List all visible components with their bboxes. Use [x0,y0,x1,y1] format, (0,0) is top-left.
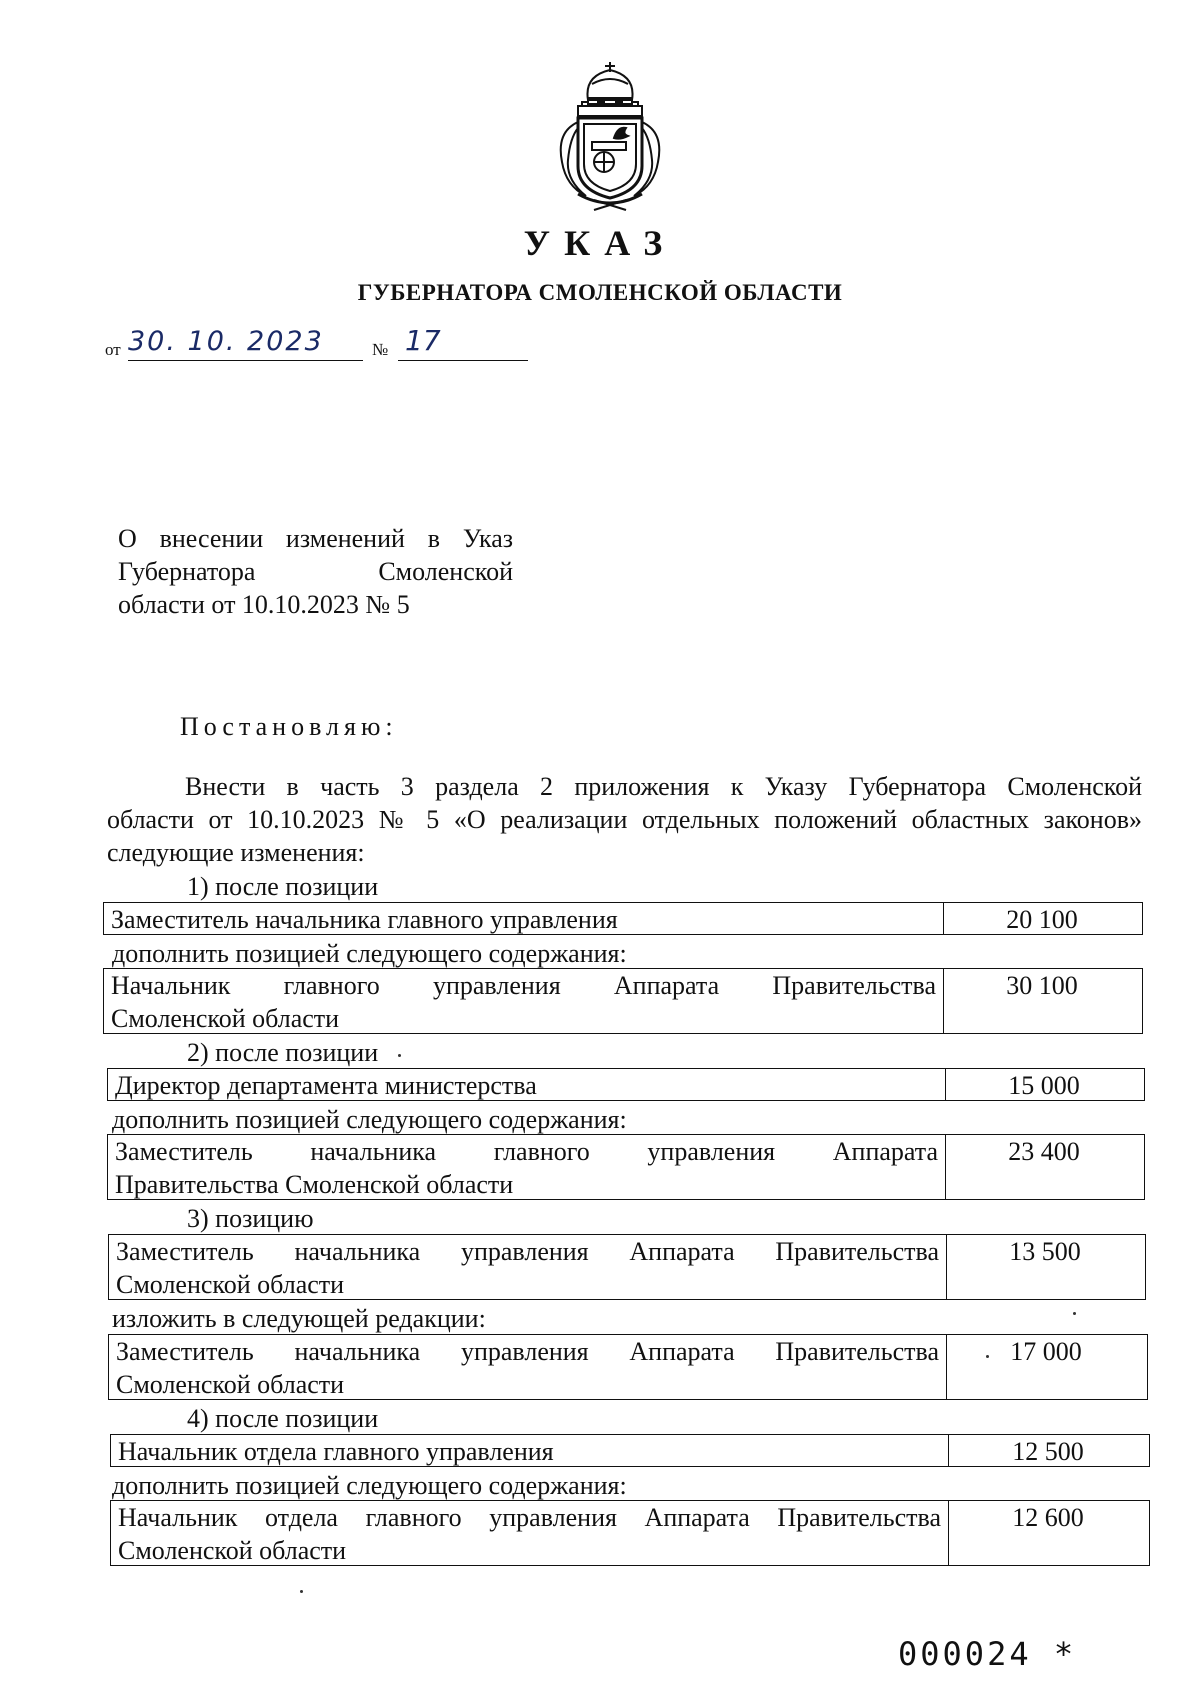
position-row [103,902,1143,935]
item-label-2: 2) после позиции [187,1038,379,1067]
position-salary: 12 500 [1012,1437,1084,1466]
date-underline [128,360,363,361]
intro-line-2: области от 10.10.2023 № 5 «О реализации отдельных положений областных законов» [107,805,1142,834]
position-title: Заместитель начальника управления Аппарата Правительства Смоленской области [109,1235,947,1299]
subject-line-1: О внесении изменений в Указ [118,524,513,553]
decree-word: Постановляю: [180,712,398,741]
position-row [110,1500,1150,1566]
item-action-3: изложить в следующей редакции: [112,1304,486,1333]
handwritten-number: 17 [405,324,441,357]
position-title: Начальник главного управления Аппарата Правительства Смоленской области [104,969,944,1033]
subject-line-3: области от 10.10.2023 № 5 [118,590,410,619]
position-row [110,1434,1150,1467]
scan-speck [300,1590,303,1593]
position-row [108,1334,1148,1400]
handwritten-date: 30. 10. 2023 [128,326,324,357]
position-title: Заместитель начальника главного управления [104,903,944,934]
item-label-4: 4) после позиции [187,1404,379,1433]
position-title: Заместитель начальника главного управления Аппарата Правительства Смоленской области [108,1135,946,1199]
document-serial-number: 000024 * [898,1635,1077,1673]
intro-paragraph [107,770,1142,869]
item-action-1: дополнить позицией следующего содержания: [112,939,627,968]
scan-speck [986,1355,989,1358]
item-action-2: дополнить позицией следующего содержания: [112,1105,627,1134]
position-row [107,1068,1145,1101]
intro-line-1: Внести в часть 3 раздела 2 приложения к Указу Губернатора Смоленской [185,772,1142,801]
coat-of-arms-icon [548,62,672,212]
position-salary: 12 600 [1012,1503,1084,1532]
item-action-4: дополнить позицией следующего содержания: [112,1471,627,1500]
document-title: УКАЗ [523,223,677,263]
document-subtitle: ГУБЕРНАТОРА СМОЛЕНСКОЙ ОБЛАСТИ [357,280,843,305]
date-prefix: от [105,340,121,359]
position-salary: 30 100 [1006,971,1078,1000]
position-row [108,1234,1146,1300]
position-title: Заместитель начальника управления Аппарата Правительства Смоленской области [109,1335,947,1399]
position-row [107,1134,1145,1200]
position-title: Директор департамента министерства [108,1069,946,1100]
intro-line-3: следующие изменения: [107,838,365,867]
document-subject [118,522,513,621]
position-salary: 20 100 [1006,905,1078,934]
position-salary: 15 000 [1008,1071,1080,1100]
position-title: Начальник отдела главного управления [111,1435,949,1466]
position-title: Начальник отдела главного управления Аппарата Правительства Смоленской области [111,1501,949,1565]
position-salary: 13 500 [1009,1237,1081,1266]
scan-speck [1073,1312,1076,1315]
item-label-3: 3) позицию [187,1204,314,1233]
subject-line-2: Губернатора Смоленской [118,557,513,586]
position-salary: 17 000 [1010,1337,1082,1366]
number-prefix: № [372,340,389,359]
item-label-1: 1) после позиции [187,872,379,901]
number-underline [398,360,528,361]
position-salary: 23 400 [1008,1137,1080,1166]
scan-speck [398,1054,401,1057]
position-row [103,968,1143,1034]
